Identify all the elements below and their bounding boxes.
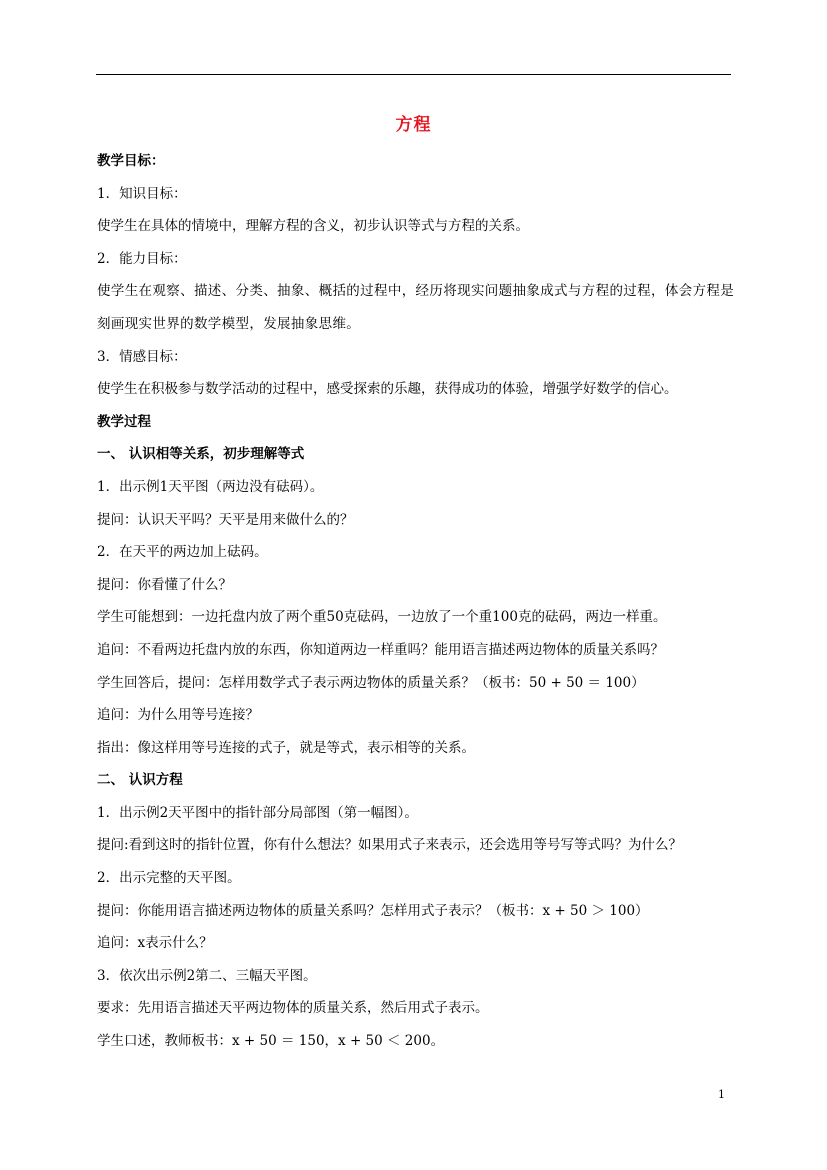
paragraph: 追问：x表示什么？ bbox=[97, 935, 213, 952]
subheading-knowledge: 1．知识目标： bbox=[97, 185, 187, 202]
paragraph: 追问：不看两边托盘内放的东西，你知道两边一样重吗？能用语言描述两边物体的质量关系吗？ bbox=[97, 641, 664, 658]
paragraph: 使学生在积极参与数学活动的过程中，感受探索的乐趣，获得成功的体验，增强学好数学的信心。 bbox=[97, 381, 678, 398]
paragraph: 提问：你看懂了什么？ bbox=[97, 576, 232, 593]
paragraph: 3．依次出示例2第二、三幅天平图。 bbox=[97, 967, 317, 984]
paragraph: 追问：为什么用等号连接？ bbox=[97, 707, 259, 724]
header-rule bbox=[96, 74, 731, 75]
page-title: 方程 bbox=[395, 115, 432, 135]
paragraph: 指出：像这样用等号连接的式子，就是等式，表示相等的关系。 bbox=[97, 739, 475, 756]
section-heading-part-one: 一、 认识相等关系，初步理解等式 bbox=[97, 446, 305, 463]
paragraph: 学生可能想到：一边托盘内放了两个重50克砝码，一边放了一个重100克的砝码，两边一样重。 bbox=[97, 609, 667, 626]
paragraph: 学生口述，教师板书：x + 50 ＝ 150，x + 50 ＜ 200。 bbox=[97, 1033, 445, 1050]
subheading-emotion: 3．情感目标： bbox=[97, 348, 187, 365]
paragraph: 2．在天平的两边加上砝码。 bbox=[97, 544, 268, 561]
paragraph: 提问：你能用语言描述两边物体的质量关系吗？怎样用式子表示？（板书：x + 50 ＞ 100） bbox=[97, 902, 649, 919]
paragraph: 1．出示例1天平图（两边没有砝码）。 bbox=[97, 478, 324, 495]
subheading-ability: 2．能力目标： bbox=[97, 250, 187, 267]
page-number: 1 bbox=[718, 1088, 725, 1101]
paragraph: 要求：先用语言描述天平两边物体的质量关系，然后用式子表示。 bbox=[97, 1000, 489, 1017]
paragraph: 学生回答后，提问：怎样用数学式子表示两边物体的质量关系？（板书：50 + 50 ＝ 100） bbox=[97, 674, 645, 691]
document-body bbox=[97, 145, 737, 1058]
section-heading-process: 教学过程 bbox=[97, 413, 151, 430]
paragraph: 提问:看到这时的指针位置，你有什么想法？如果用式子来表示，还会选用等号写等式吗？为什么？ bbox=[97, 837, 683, 854]
section-heading-part-two: 二、 认识方程 bbox=[97, 772, 183, 789]
paragraph: 提问：认识天平吗？天平是用来做什么的？ bbox=[97, 511, 354, 528]
paragraph: 使学生在观察、描述、分类、抽象、概括的过程中，经历将现实问题抽象成式与方程的过程，体会方程是刻画现实世界的数学模型，发展抽象思维。 bbox=[97, 283, 735, 332]
paragraph: 使学生在具体的情境中，理解方程的含义，初步认识等式与方程的关系。 bbox=[97, 218, 529, 235]
paragraph: 2．出示完整的天平图。 bbox=[97, 870, 241, 887]
paragraph: 1．出示例2天平图中的指针部分局部图（第一幅图）。 bbox=[97, 804, 418, 821]
section-heading-goals: 教学目标： bbox=[97, 153, 165, 169]
